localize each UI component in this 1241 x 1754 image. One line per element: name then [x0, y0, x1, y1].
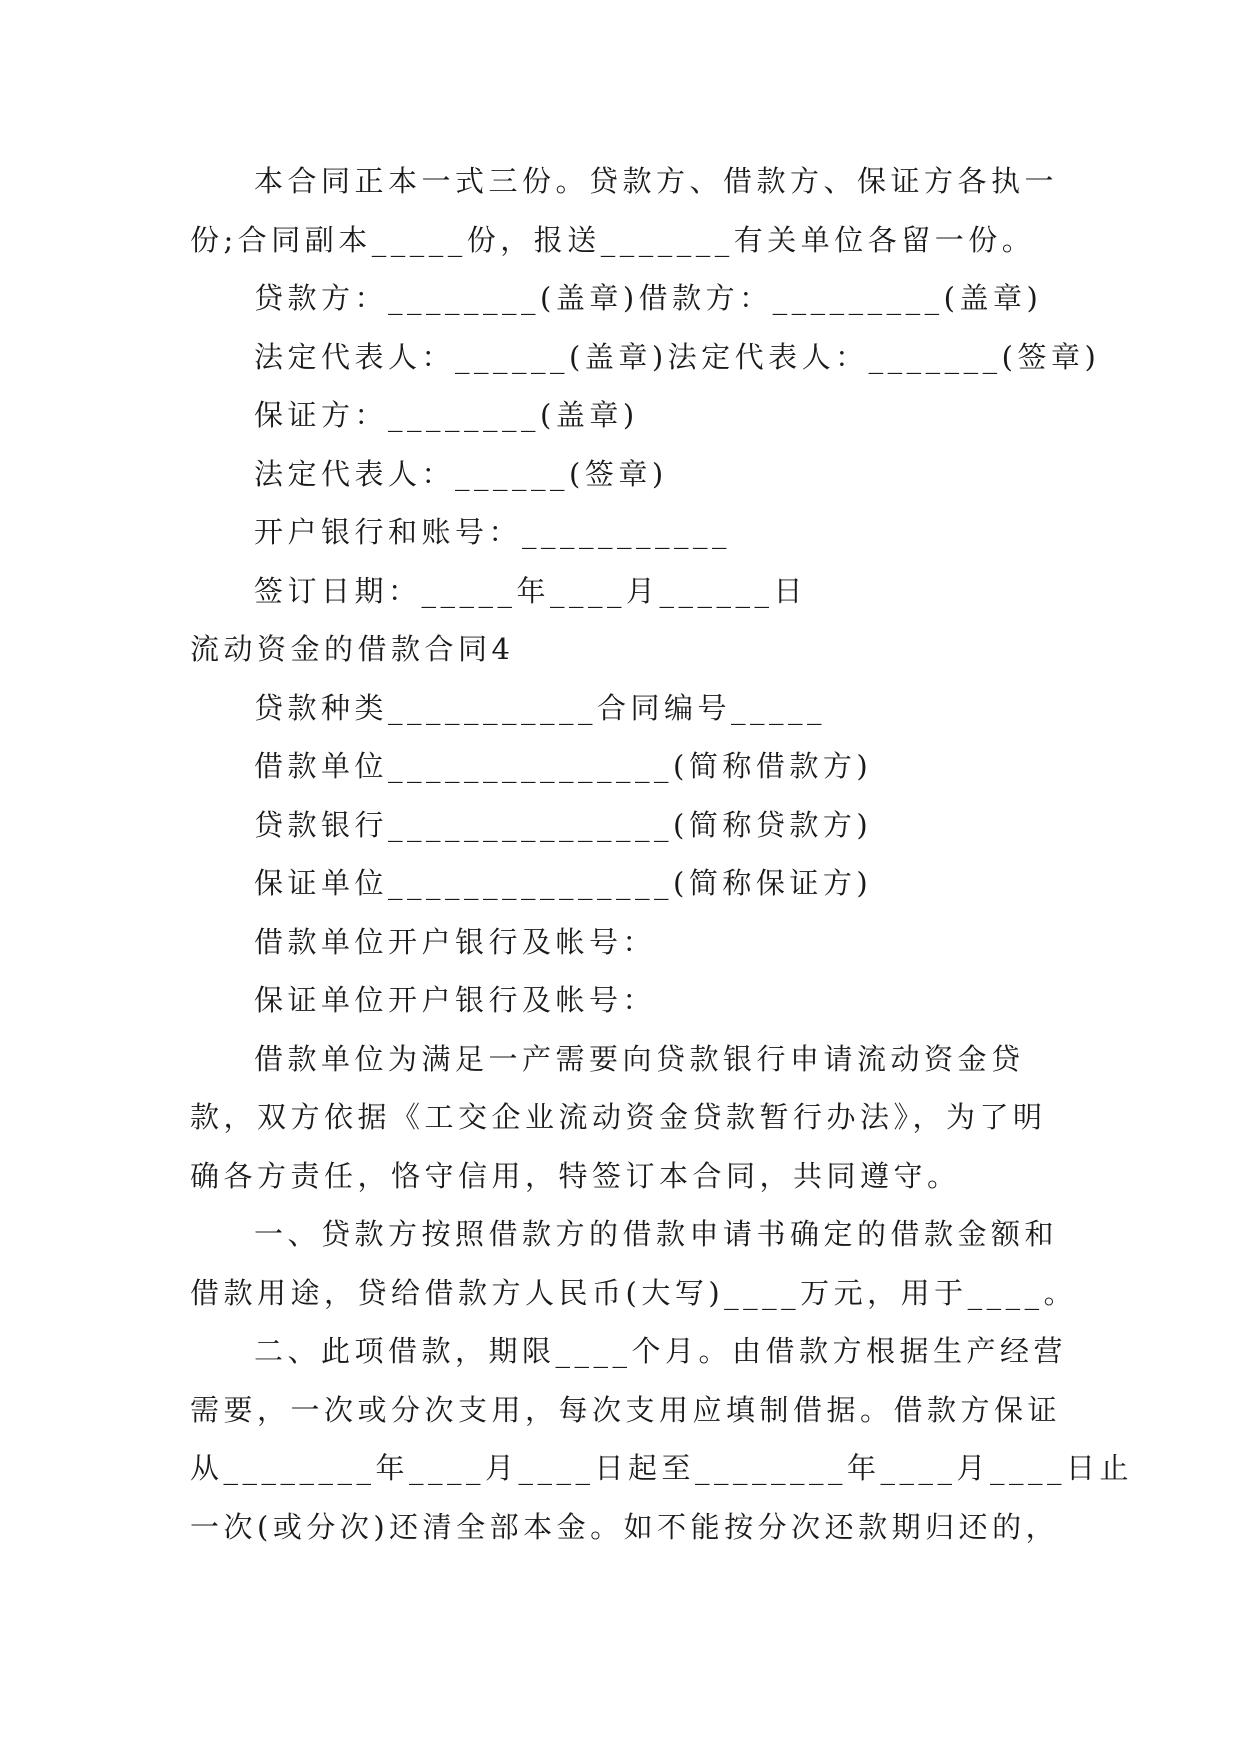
text-line: 需要，一次或分次支用，每次支用应填制借据。借款方保证 [190, 1392, 1062, 1427]
text-line: 保证单位开户银行及帐号： [254, 983, 657, 1017]
text-line: 借款用途，贷给借款方人民币(大写)____万元，用于____。 [190, 1275, 1078, 1310]
text-line: 保证单位_______________(简称保证方) [254, 866, 873, 900]
text-line: 借款单位_______________(简称借款方) [254, 749, 873, 783]
text-line: 份;合同副本_____份，报送_______有关单位各留一份。 [190, 222, 1036, 257]
text-line: 法定代表人：______(盖章)法定代表人：_______(签章) [254, 339, 1101, 374]
text-line: 开户银行和账号：___________ [254, 515, 732, 549]
text-line: 款，双方依据《工交企业流动资金贷款暂行办法》，为了明 [190, 1100, 1047, 1134]
text-line: 本合同正本一式三份。贷款方、借款方、保证方各执一 [254, 164, 1059, 198]
text-line: 一次(或分次)还清全部本金。如不能按分次还款期归还的， [190, 1509, 1060, 1544]
text-line: 贷款种类___________合同编号_____ [254, 690, 827, 725]
text-line: 二、此项借款，期限____个月。由借款方根据生产经营 [254, 1334, 1068, 1368]
text-line: 从________年____月____日起至________年____月____日止 [190, 1451, 1134, 1485]
text-line: 签订日期：_____年____月______日 [254, 573, 808, 608]
text-line: 确各方责任，恪守信用，特签订本合同，共同遵守。 [190, 1158, 961, 1193]
text-line: 借款单位开户银行及帐号： [254, 924, 657, 959]
text-line: 借款单位为满足一产需要向贷款银行申请流动资金贷 [254, 1041, 1025, 1076]
text-line: 保证方：________(盖章) [254, 398, 639, 432]
section-heading: 流动资金的借款合同4 [190, 632, 515, 666]
contract-body [190, 152, 1134, 1556]
text-line: 贷款银行_______________(简称贷款方) [254, 807, 873, 842]
text-line: 贷款方：________(盖章)借款方：_________(盖章) [254, 281, 1043, 315]
text-line: 法定代表人：______(签章) [254, 456, 668, 491]
text-line: 一、贷款方按照借款方的借款申请书确定的借款金额和 [254, 1217, 1059, 1251]
